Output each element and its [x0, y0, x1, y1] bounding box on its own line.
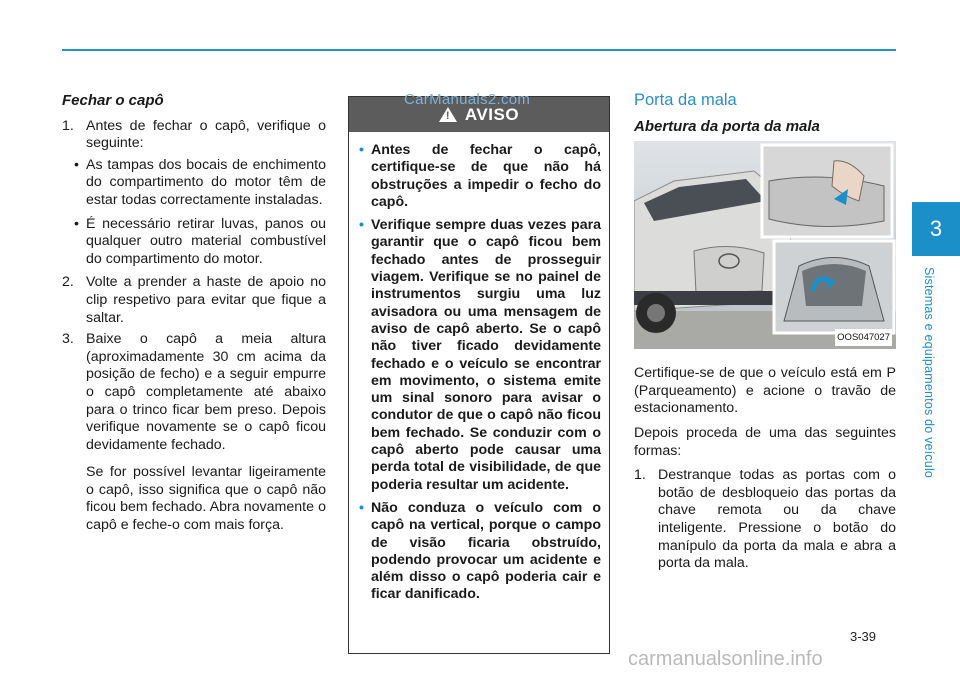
page-number: 3-39 [850, 629, 877, 644]
warning-item-text: Não conduza o veículo com o capô na vertical, porque o campo de visão ficaria obstruído, podendo provocar um acidente e além disso o capô poderia cair e ficar danificado. [371, 499, 601, 603]
trunk-photo [634, 141, 896, 349]
paragraph: Depois proceda de uma das seguintes formas: [634, 424, 896, 459]
bullet-text: É necessário retirar luvas, panos ou qualquer outro material combustível do compartimento do motor. [86, 215, 326, 267]
car-illustration [634, 141, 896, 349]
warning-item [359, 217, 601, 494]
chapter-title: Sistemas e equipamentos do veículo [922, 267, 936, 479]
step-text: Destranque todas as portas com o botão de desbloqueio das portas da chave remota ou da chave inteligente. Pressione o botão do manípulo da porta da mala e abra a porta da mala. [658, 467, 896, 572]
bullet-dot-icon: • [359, 217, 364, 234]
warning-item [359, 142, 601, 211]
step-2 [62, 274, 326, 327]
bullet-dot-icon: • [359, 499, 364, 516]
bullet-dot: • [74, 156, 79, 173]
step-number: 1. [62, 117, 74, 134]
step-1 [634, 467, 896, 573]
image-caption: OOS047027 [835, 329, 892, 347]
extra-paragraph: Se for possível levantar ligeiramente o capô, isso significa que o capô não ficou bem fechado. Abra novamente o capô e feche-o com mais força. [86, 464, 326, 534]
step-number: 1. [634, 467, 646, 484]
chapter-number: 3 [929, 216, 943, 241]
footer-watermark: carmanualsonline.info [628, 648, 823, 670]
left-column [62, 92, 326, 535]
watermark: CarManuals2.com [404, 91, 531, 108]
section-heading: Porta da mala [634, 91, 737, 109]
paragraph: Certifique-se de que o veículo está em P (Parqueamento) e acione o travão de estacionamento. [634, 365, 896, 417]
bullet-text: As tampas dos bocais de enchimento do compartimento do motor têm de estar todas correctamente instaladas. [86, 156, 326, 208]
bullet-dot-icon: • [359, 142, 364, 158]
right-column [634, 92, 896, 577]
warning-body [349, 132, 609, 604]
warning-box [348, 96, 610, 654]
bullet-dot: • [74, 215, 79, 232]
subsection-heading: Abertura da porta da mala [634, 117, 820, 135]
bullet-item [62, 157, 326, 210]
chapter-tab[interactable] [912, 202, 960, 256]
warning-item-text: Antes de fechar o capô, certifique-se de que não há obstruções a impedir o fecho do capô. [371, 142, 601, 210]
section-title: Fechar o capô [62, 92, 164, 109]
step-text: Antes de fechar o capô, verifique o seguinte: [86, 117, 326, 152]
top-rule [62, 49, 896, 51]
step-number: 3. [62, 331, 74, 348]
warning-item-text: Verifique sempre duas vezes para garantir que o capô ficou bem fechado antes de prosseguir viagem. Verifique se no painel de instrumentos surgiu uma luz avisadora ou uma mensagem de aviso de capô aberto. Se o capô não tiver ficado devidamente fechado e o veículo se encontrar em movimento, o sistema emite um sinal sonoro para avisar o condutor de que o capô não ficou bem fechado. Se conduzir com o capô aberto pode causar uma perda total de visibilidade, de que poderia resultar um acidente. [371, 217, 601, 493]
warning-triangle-icon: ! [439, 107, 457, 122]
bullet-item [62, 216, 326, 269]
warning-item [359, 500, 601, 604]
step-text: Baixe o capô a meia altura (aproximadamente 30 cm acima da posição de fecho) e a seguir empurre o capô completamente até abaixo para o trinco ficar bem preso. Depois verifique novamente se o capô ficou devidamente fechado. [86, 331, 326, 453]
warning-title: AVISO [464, 104, 520, 124]
step-text: Volte a prender a haste de apoio no clip respetivo para evitar que fique a saltar. [86, 274, 326, 326]
chapter-side-label [922, 267, 946, 497]
step-1 [62, 118, 326, 153]
step-3 [62, 331, 326, 454]
step-number: 2. [62, 274, 74, 291]
